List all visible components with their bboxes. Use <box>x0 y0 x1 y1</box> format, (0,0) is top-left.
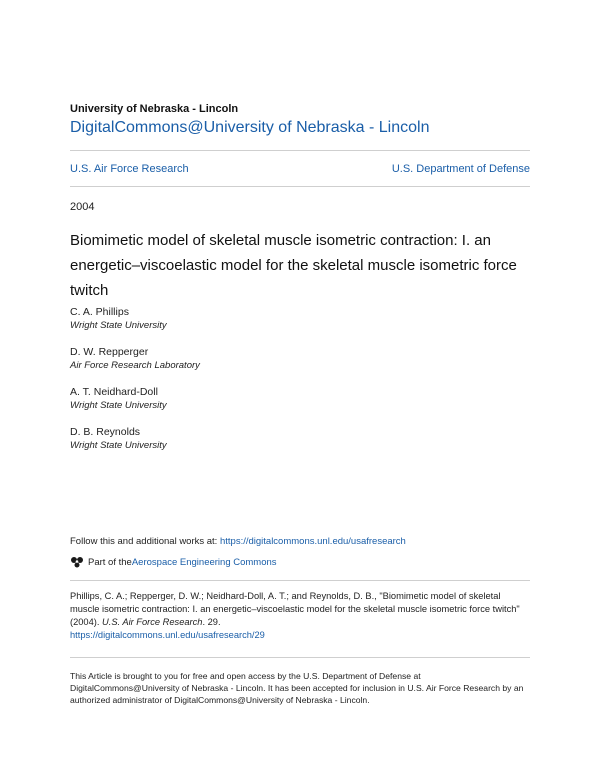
author-name: D. W. Repperger <box>70 346 149 358</box>
author-entry <box>70 385 200 412</box>
author-affiliation: Air Force Research Laboratory <box>70 360 200 371</box>
citation-link[interactable]: https://digitalcommons.unl.edu/usafresearch/29 <box>70 630 265 640</box>
author-name: A. T. Neidhard-Doll <box>70 386 158 398</box>
access-notice: This Article is brought to you for free and open access by the U.S. Department of Defense at DigitalCommons@University of Nebraska - Lincoln. It has been accepted for inclusion in U.S. Air Force Research by an authorized administrator of DigitalCommons@University of Nebraska - Lincoln. <box>70 671 524 705</box>
author-list <box>70 305 200 465</box>
divider-notice <box>70 657 530 658</box>
author-entry <box>70 425 200 452</box>
commons-link[interactable]: Aerospace Engineering Commons <box>131 556 277 568</box>
follow-link[interactable]: https://digitalcommons.unl.edu/usafresearch <box>219 536 406 547</box>
divider-citation <box>70 580 530 581</box>
commons-network-icon <box>70 556 84 568</box>
article-title: Biomimetic model of skeletal muscle isometric contraction: I. an energetic–viscoelastic model for the skeletal muscle isometric force twitch <box>70 232 517 299</box>
citation-journal: U.S. Air Force Research <box>102 617 203 627</box>
part-of-line <box>70 556 277 568</box>
follow-line <box>70 536 406 547</box>
repository-link[interactable]: DigitalCommons@University of Nebraska - Lincoln <box>70 119 430 136</box>
author-entry <box>70 305 200 332</box>
divider-top <box>70 150 530 151</box>
divider-nav <box>70 186 530 187</box>
author-affiliation: Wright State University <box>70 440 167 451</box>
author-name: D. B. Reynolds <box>70 426 141 438</box>
citation-suffix: . 29. <box>202 617 221 627</box>
publication-year: 2004 <box>70 201 95 213</box>
follow-prefix: Follow this and additional works at: <box>70 536 220 547</box>
collection-link-air-force[interactable]: U.S. Air Force Research <box>70 163 189 175</box>
recommended-citation <box>70 590 530 642</box>
author-entry <box>70 345 200 372</box>
collection-nav <box>70 163 530 175</box>
citation-text: Phillips, C. A.; Repperger, D. W.; Neidhard-Doll, A. T.; and Reynolds, D. B., "Biomimetic model of skeletal muscle isometric contraction: I. an energetic–viscoelastic model for the skeletal muscle isometric force twitch" (2004). <box>70 591 520 627</box>
author-affiliation: Wright State University <box>70 400 167 411</box>
collection-link-defense[interactable]: U.S. Department of Defense <box>391 163 530 175</box>
part-of-prefix: Part of the <box>88 556 132 568</box>
author-affiliation: Wright State University <box>70 320 167 331</box>
author-name: C. A. Phillips <box>70 306 129 318</box>
institution-name: University of Nebraska - Lincoln <box>70 103 239 115</box>
